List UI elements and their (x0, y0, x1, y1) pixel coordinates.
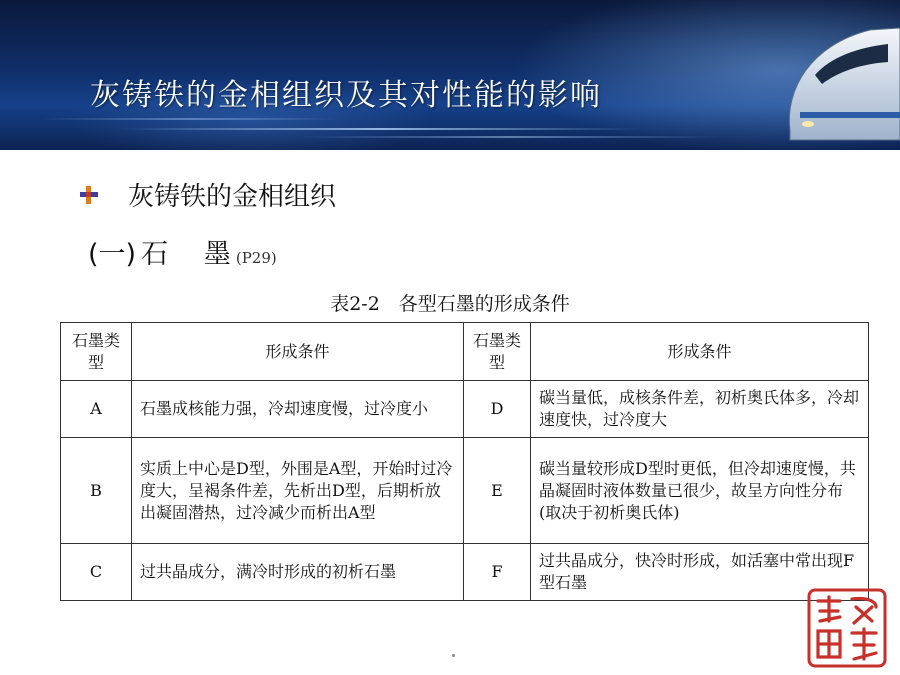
bullet-item (78, 176, 336, 213)
cell-condition: 石墨成核能力强，冷却速度慢，过冷度小 (132, 381, 464, 438)
table-row (61, 381, 869, 438)
page-reference: (P29) (235, 249, 277, 267)
header-condition-1: 形成条件 (132, 323, 464, 381)
section-heading (88, 232, 277, 271)
section-number: (一) (88, 239, 137, 270)
cell-type: E (464, 438, 531, 544)
graphite-types-table (60, 322, 869, 601)
cell-condition: 碳当量较形成D型时更低，但冷却速度慢，共晶凝固时液体数量已很少，故呈方向性分布(取决于初析奥氏体) (531, 438, 869, 544)
table-caption: 表2-2 各型石墨的形成条件 (330, 293, 570, 315)
header-type-1: 石墨类型 (61, 323, 132, 381)
plus-bullet-icon (78, 184, 100, 206)
cell-type: D (464, 381, 531, 438)
decorative-dot (452, 654, 455, 657)
cell-type: A (61, 381, 132, 438)
cell-condition: 实质上中心是D型，外围是A型，开始时过冷度大，呈褐条件差，先析出D型，后期析放出凝固潜热，过冷减少而析出A型 (132, 438, 464, 544)
header-type-2: 石墨类型 (464, 323, 531, 381)
banner-light-streak (40, 118, 340, 120)
cell-condition: 过共晶成分，快冷时形成，如活塞中常出现F型石墨 (531, 544, 869, 601)
cell-type: C (61, 544, 132, 601)
table-row (61, 544, 869, 601)
bullet-text: 灰铸铁的金相组织 (128, 182, 337, 212)
banner-light-streak (120, 128, 640, 130)
slide-title: 灰铸铁的金相组织及其对性能的影响 (90, 78, 602, 113)
bullet-train-icon (760, 20, 900, 145)
cell-condition: 碳当量低，成核条件差，初析奥氏体多，冷却速度快，过冷度大 (531, 381, 869, 438)
cell-type: B (61, 438, 132, 544)
seal-stamp-icon (806, 587, 888, 669)
banner-light-streak (300, 136, 720, 138)
header-condition-2: 形成条件 (531, 323, 869, 381)
section-title: 石 墨 (141, 239, 231, 270)
table-row (61, 438, 869, 544)
cell-type: F (464, 544, 531, 601)
cell-condition: 过共晶成分，满冷时形成的初析石墨 (132, 544, 464, 601)
table-header-row (61, 323, 869, 381)
header-banner (0, 0, 900, 150)
